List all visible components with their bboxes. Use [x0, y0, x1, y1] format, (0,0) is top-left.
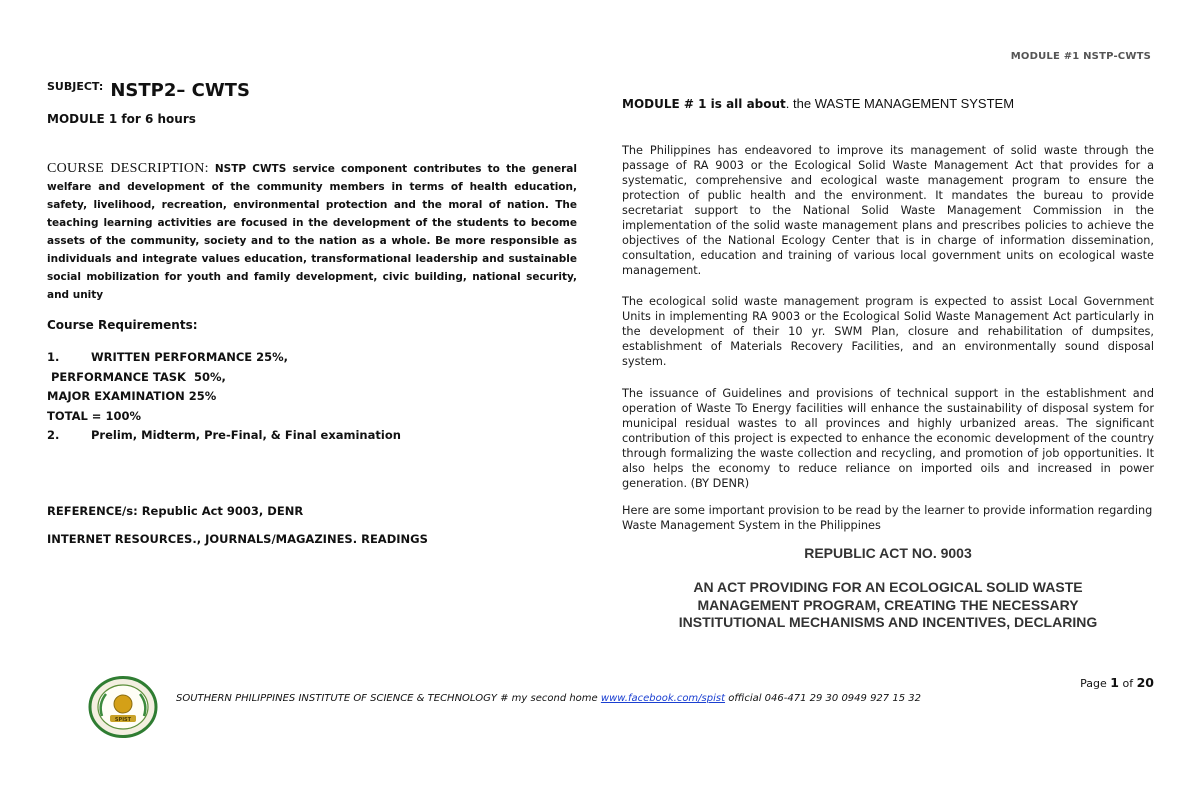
subject-label: SUBJECT: [47, 80, 104, 93]
republic-act-title: REPUBLIC ACT NO. 9003 [804, 545, 972, 561]
subject-line [47, 80, 577, 110]
paragraph-intro: The Philippines has endeavored to improve its management of solid waste through the passage of RA 9003 or the Ecological Solid Waste Management Act that provides for a systematic, comprehensive and ecological waste management program to ensure the protection of public health and the environment. It mandates the bureau to provide secretariat support to the National Solid Waste Management Commission in the implementation of the solid waste management plans and prescribes policies to achieve the objectives of the National Ecology Center that is in charge of information dissemination, consultation, education and training of various local government units on ecological waste management. [622, 144, 1154, 277]
course-description-text: NSTP CWTS service component contributes to the general welfare and development of the community members in terms of health education, safety, livelihood, recreation, environmental protection and the moral of nation. The teaching learning activities are focused in the development of the students to become assets of the community, society and to the nation as a whole. Be more responsible as individuals and integrate values education, transformational leadership and sustainable social mobilization for youth and family development, civic building, national security, and unity [47, 163, 577, 301]
requirement-text: Prelim, Midterm, Pre-Final, & Final examination [91, 428, 401, 442]
requirement-text: WRITTEN PERFORMANCE 25%, [91, 350, 289, 364]
paragraph-guidelines: The issuance of Guidelines and provisions of technical support in the establishment and operation of Waste To Energy facilities will enhance the sustainability of disposal system for municipal residual wastes to all provinces and highly urbanized areas. The significant contribution of this project is expected to enhance the economic development of the country through formalizing the waste collection and recycling, and promotion of job opportunities. It also helps the economy to reduce reliance on imported oils and increased in power generation. (BY DENR) [622, 387, 1154, 490]
republic-act-subtitle [622, 579, 1154, 632]
page-number [1080, 675, 1154, 690]
reference-line: REFERENCE/s: Republic Act 9003, DENR [47, 503, 304, 518]
school-seal-logo [88, 676, 158, 738]
logo-lettering: SPIST [114, 717, 132, 723]
page-current: 1 [1110, 675, 1119, 690]
paragraph-program: The ecological solid waste management program is expected to assist Local Government Units in implementing RA 9003 or the Ecological Solid Waste Management Act particularly in the development of their 10 yr. SWM Plan, closure and rehabilitation of dumpsites, establishment of Materials Recovery Facilities, and an environmentally sound disposal system. [622, 295, 1154, 368]
module-about-label: MODULE # 1 is all about [622, 97, 786, 111]
footer-facebook-link[interactable]: www.facebook.com/spist [600, 693, 726, 704]
footer-institute-name: SOUTHERN PHILIPPINES INSTITUTE OF SCIENCE & TECHNOLOGY # my second home [176, 693, 598, 704]
page-label: Page [1080, 677, 1107, 690]
left-column [47, 80, 577, 546]
subject-title: NSTP2– CWTS [110, 80, 250, 102]
course-requirements-title: Course Requirements: [47, 318, 198, 332]
course-description [47, 160, 577, 304]
course-requirements-list [47, 348, 577, 446]
requirement-item [47, 426, 577, 446]
footer-contact: official 046-471 29 30 0949 927 15 32 [728, 693, 921, 704]
page-of: of [1122, 677, 1134, 690]
republic-act-subtitle-line: MANAGEMENT PROGRAM, CREATING THE NECESSARY [697, 596, 1079, 613]
module-about-heading [622, 96, 1154, 111]
paragraph-provisions: Here are some important provision to be read by the learner to provide information regarding Waste Management System in the Philippines [622, 504, 1153, 532]
module-hours: MODULE 1 for 6 hours [47, 112, 196, 126]
footer-institution-line [176, 693, 921, 704]
page-total: 20 [1136, 675, 1154, 690]
requirement-total: TOTAL = 100% [47, 408, 141, 423]
republic-act-subtitle-line: INSTITUTIONAL MECHANISMS AND INCENTIVES, DECLARING [678, 614, 1098, 630]
requirement-number: 1. [47, 350, 60, 364]
republic-act-subtitle-line: AN ACT PROVIDING FOR AN ECOLOGICAL SOLID WASTE [693, 579, 1083, 595]
internet-resources-line: INTERNET RESOURCES., JOURNALS/MAGAZINES. READINGS [47, 531, 428, 546]
requirement-item [47, 348, 577, 368]
requirement-number: 2. [47, 428, 60, 442]
requirement-line: PERFORMANCE TASK 50%, [47, 369, 226, 384]
module-about-topic: . the WASTE MANAGEMENT SYSTEM [785, 96, 1015, 111]
requirement-line: MAJOR EXAMINATION 25% [47, 389, 217, 403]
page-header-module-tag: MODULE #1 NSTP-CWTS [1010, 51, 1151, 62]
right-column [622, 96, 1154, 632]
course-description-label: COURSE DESCRIPTION: [47, 161, 209, 176]
